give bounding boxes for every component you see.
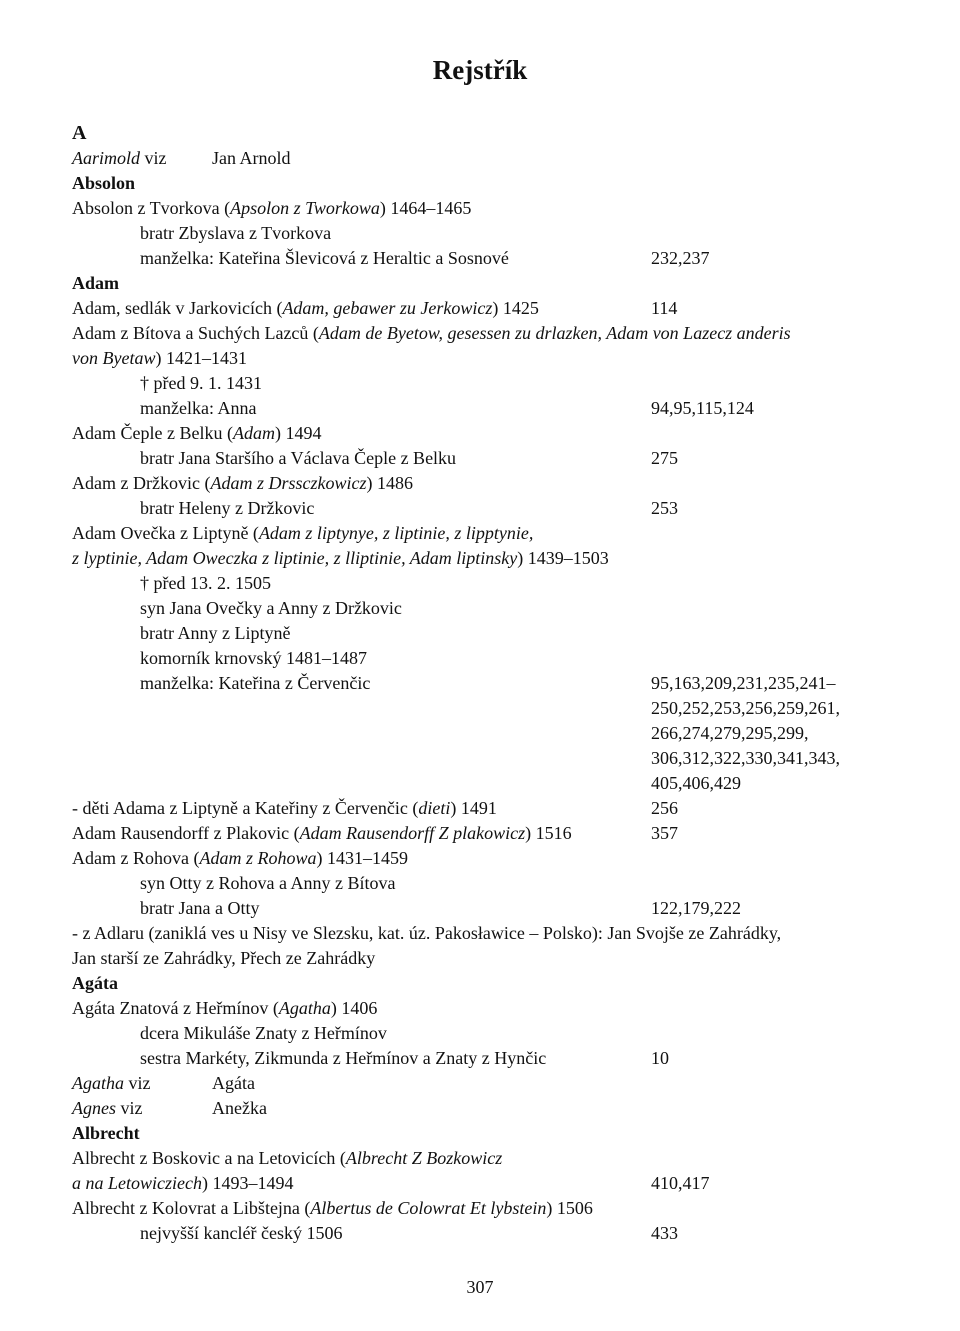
- entry-text: [72, 796, 497, 821]
- entry-years: ) 1406: [330, 998, 378, 1018]
- entry-original-form: von Byetaw: [72, 348, 156, 368]
- page-refs: 253: [651, 498, 678, 518]
- entry-name: Adam Rausendorff z Plakovic (: [72, 823, 300, 843]
- entry-detail: bratr Heleny z Držkovic: [140, 498, 315, 518]
- xref-target: Agáta: [212, 1073, 255, 1093]
- entry-text: [140, 621, 290, 646]
- xref-target: Jan Arnold: [212, 148, 291, 168]
- entry-detail: bratr Jana a Otty: [140, 898, 260, 918]
- entry-text: [72, 996, 377, 1021]
- xref-viz: viz: [124, 1073, 151, 1093]
- entry-detail: syn Otty z Rohova a Anny z Bítova: [140, 873, 396, 893]
- entry-detail: syn Jana Ovečky a Anny z Držkovic: [140, 598, 402, 618]
- entry-original-form: Adam Rausendorff Z plakowicz: [299, 823, 526, 843]
- entry-original-form: Adam, gebawer zu Jerkowicz: [282, 298, 493, 318]
- xref-viz: viz: [140, 148, 167, 168]
- index-line: [0, 371, 960, 396]
- entry-text: [72, 1196, 593, 1221]
- index-line: [0, 721, 960, 746]
- entry-text: [72, 1071, 151, 1096]
- entry-text: [72, 971, 118, 996]
- index-line: [0, 646, 960, 671]
- entry-name: Adam z Držkovic (: [72, 473, 211, 493]
- entry-name: Albrecht z Kolovrat a Libštejna (: [72, 1198, 311, 1218]
- entry-years: ) 1494: [274, 423, 322, 443]
- entry-original-form: Adam de Byetow, gesessen zu drlazken, Adam von Lazecz anderis: [318, 323, 791, 343]
- entry-years: ) 1491: [450, 798, 497, 818]
- entry-text: [72, 296, 539, 321]
- entry-original-form: a na Letowicziech: [72, 1173, 202, 1193]
- entry-text: [72, 171, 135, 196]
- entry-text: [72, 546, 609, 571]
- entry-original-form: Adam: [232, 423, 275, 443]
- index-line: [0, 1046, 960, 1071]
- entry-years: ) 1464–1465: [379, 198, 472, 218]
- entry-detail: bratr Anny z Liptyně: [140, 623, 291, 643]
- page-refs: 95,163,209,231,235,241–: [651, 673, 836, 693]
- entry-original-form: Agatha: [278, 998, 331, 1018]
- entry-heading: Adam: [72, 273, 120, 293]
- index-line: [0, 746, 960, 771]
- page-title: Rejstřík: [432, 55, 528, 85]
- entry-name: Jan starší ze Zahrádky, Přech ze Zahrádky: [72, 948, 376, 968]
- entry-text: [140, 496, 314, 521]
- page-refs: 256: [651, 798, 678, 818]
- entry-detail: bratr Jana Staršího a Václava Čeple z Belku: [140, 448, 457, 468]
- index-line: [0, 296, 960, 321]
- entry-detail: bratr Zbyslava z Tvorkova: [140, 223, 332, 243]
- index-line: [0, 896, 960, 921]
- entry-text: [72, 946, 375, 971]
- index-line: [0, 821, 960, 846]
- entry-detail: manželka: Kateřina z Červenčic: [140, 673, 371, 693]
- entry-heading: Albrecht: [72, 1123, 140, 1143]
- page-refs: 122,179,222: [651, 898, 741, 918]
- index-line: [0, 1071, 960, 1096]
- index-line: [0, 846, 960, 871]
- entry-years: ) 1506: [546, 1198, 593, 1218]
- entry-years: ) 1439–1503: [517, 548, 609, 568]
- entry-text: [140, 1021, 387, 1046]
- entry-text: [72, 821, 572, 846]
- entry-years: ) 1516: [525, 823, 572, 843]
- page-number: 307: [466, 1277, 494, 1297]
- entry-text: [72, 421, 321, 446]
- page-refs: 433: [651, 1223, 678, 1243]
- entry-name: Adam, sedlák v Jarkovicích (: [72, 298, 283, 318]
- entry-name: Agáta Znatová z Heřmínov (: [72, 998, 279, 1018]
- page-refs: 232,237: [651, 248, 710, 268]
- entry-detail: sestra Markéty, Zikmunda z Heřmínov a Znaty z Hynčic: [140, 1048, 547, 1068]
- entry-name: Adam Ovečka z Liptyně (: [72, 523, 259, 543]
- index-line: [0, 321, 960, 346]
- page-refs: 114: [651, 298, 678, 318]
- entry-text: [140, 396, 256, 421]
- index-line: [0, 196, 960, 221]
- index-line: [0, 921, 960, 946]
- index-line: [0, 771, 960, 796]
- index-line: [0, 146, 960, 171]
- page-refs: 275: [651, 448, 678, 468]
- entry-text: [72, 921, 781, 946]
- index-line: [0, 696, 960, 721]
- xref-viz: viz: [116, 1098, 143, 1118]
- page-refs: 250,252,253,256,259,261,: [651, 698, 840, 718]
- index-line: [0, 1096, 960, 1121]
- entry-text: [72, 346, 247, 371]
- page-refs: 410,417: [651, 1173, 710, 1193]
- index-line: [0, 1021, 960, 1046]
- entry-original-form: Albertus de Colowrat Et lybstein: [310, 1198, 547, 1218]
- entry-text: [72, 1121, 140, 1146]
- entry-detail: † před 13. 2. 1505: [140, 573, 271, 593]
- entry-original-form: dieti: [418, 798, 451, 818]
- index-line: [0, 1146, 960, 1171]
- index-line: [0, 796, 960, 821]
- index-line: [0, 221, 960, 246]
- entry-original-form: Adam z Rohowa: [199, 848, 317, 868]
- entry-text: [72, 196, 471, 221]
- entry-name: Albrecht z Boskovic a na Letovicích (: [72, 1148, 346, 1168]
- entry-text: [140, 446, 456, 471]
- page-refs: 94,95,115,124: [651, 398, 754, 418]
- section-letter: A: [72, 122, 87, 144]
- xref-term: Aarimold: [72, 148, 141, 168]
- entry-text: [72, 146, 167, 171]
- page-refs: 405,406,429: [651, 773, 741, 793]
- entry-text: [140, 571, 271, 596]
- entry-years: ) 1486: [366, 473, 413, 493]
- index-line: [0, 496, 960, 521]
- entry-original-form: z lyptinie, Adam Oweczka z liptinie, z lliptinie, Adam liptinsky: [72, 548, 518, 568]
- entry-text: [72, 471, 413, 496]
- entry-text: [140, 871, 395, 896]
- index-line: [0, 346, 960, 371]
- index-line: [0, 1196, 960, 1221]
- entry-text: [72, 271, 119, 296]
- entry-text: [140, 371, 262, 396]
- entry-text: [72, 846, 408, 871]
- entry-text: [140, 1046, 546, 1071]
- index-line: [0, 596, 960, 621]
- index-line: [0, 171, 960, 196]
- entry-original-form: Albrecht Z Bozkowicz: [345, 1148, 503, 1168]
- index-line: [0, 1221, 960, 1246]
- entry-text: [140, 671, 370, 696]
- entry-text: [72, 1146, 502, 1171]
- entry-years: ) 1431–1459: [316, 848, 408, 868]
- index-line: [0, 671, 960, 696]
- entry-detail: nejvyšší kancléř český 1506: [140, 1223, 343, 1243]
- index-line: [0, 521, 960, 546]
- entry-text: [140, 246, 509, 271]
- entry-years: ) 1425: [492, 298, 539, 318]
- entry-name: Adam z Rohova (: [72, 848, 200, 868]
- entry-name: Absolon z Tvorkova (: [72, 198, 231, 218]
- entry-detail: manželka: Kateřina Šlevicová z Heraltic a Sosnové: [140, 248, 509, 268]
- entry-detail: manželka: Anna: [140, 398, 257, 418]
- entry-name: - z Adlaru (zaniklá ves u Nisy ve Slezsku, kat. úz. Pakosławice – Polsko): Jan Svojše ze Zahrádky,: [72, 923, 782, 943]
- entry-heading: Agáta: [72, 973, 118, 993]
- entry-original-form: Apsolon z Tworkowa: [230, 198, 380, 218]
- index-line: [0, 546, 960, 571]
- entry-detail: dcera Mikuláše Znaty z Heřmínov: [140, 1023, 387, 1043]
- entry-text: [140, 221, 331, 246]
- entry-original-form: Adam z Drssczkowicz: [210, 473, 367, 493]
- index-line: [0, 396, 960, 421]
- entry-detail: † před 9. 1. 1431: [140, 373, 262, 393]
- index-line: [0, 996, 960, 1021]
- index-line: [0, 421, 960, 446]
- entry-years: ) 1493–1494: [201, 1173, 294, 1193]
- page-refs: 357: [651, 823, 678, 843]
- entry-text: [140, 646, 367, 671]
- index-line: [0, 871, 960, 896]
- entry-text: [140, 896, 259, 921]
- index-line: [0, 1171, 960, 1196]
- xref-term: Agatha: [72, 1073, 124, 1093]
- xref-term: Agnes: [72, 1098, 116, 1118]
- entry-original-form: Adam z liptynye, z liptinie, z lipptynie,: [258, 523, 534, 543]
- entry-years: ) 1421–1431: [155, 348, 247, 368]
- entry-name: - děti Adama z Liptyně a Kateřiny z Červenčic (: [72, 798, 419, 818]
- entry-text: [72, 521, 533, 546]
- entry-text: [72, 1171, 293, 1196]
- index-line: [0, 946, 960, 971]
- entry-name: Adam z Bítova a Suchých Lazců (: [72, 323, 319, 343]
- entry-name: Adam Čeple z Belku (: [72, 423, 233, 443]
- xref-target: Anežka: [212, 1098, 267, 1118]
- index-entries: [0, 146, 960, 1246]
- page-refs: 306,312,322,330,341,343,: [651, 748, 840, 768]
- page-refs: 10: [651, 1048, 669, 1068]
- index-line: [0, 621, 960, 646]
- entry-heading: Absolon: [72, 173, 136, 193]
- entry-text: [72, 1096, 143, 1121]
- entry-text: [140, 1221, 342, 1246]
- index-line: [0, 571, 960, 596]
- index-line: [0, 246, 960, 271]
- index-line: [0, 971, 960, 996]
- index-line: [0, 1121, 960, 1146]
- index-line: [0, 471, 960, 496]
- page-refs: 266,274,279,295,299,: [651, 723, 809, 743]
- index-line: [0, 271, 960, 296]
- entry-text: [72, 321, 791, 346]
- index-line: [0, 446, 960, 471]
- entry-text: [140, 596, 402, 621]
- entry-detail: komorník krnovský 1481–1487: [140, 648, 367, 668]
